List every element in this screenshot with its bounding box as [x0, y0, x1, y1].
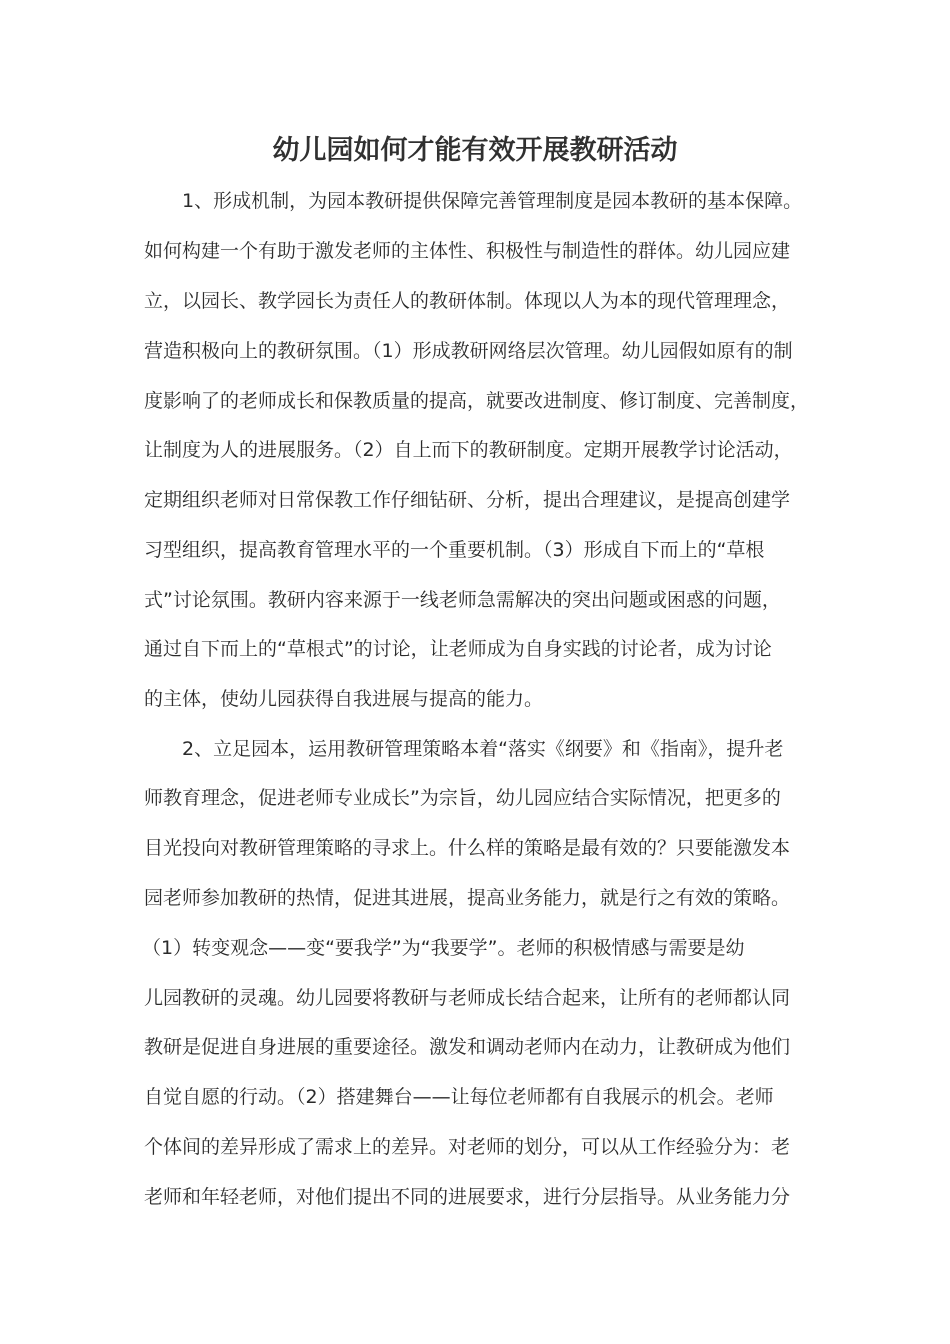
body-line: 园老师参加教研的热情，促进其进展，提高业务能力，就是行之有效的策略。 — [144, 887, 791, 909]
body-line: 的主体，使幼儿园获得自我进展与提高的能力。 — [144, 688, 544, 710]
body-line: 式”讨论氛围。教研内容来源于一线老师急需解决的突出问题或困惑的问题， — [144, 589, 781, 611]
body-line: 老师和年轻老师，对他们提出不同的进展要求，进行分层指导。从业务能力分 — [144, 1186, 791, 1208]
body-line: 立，以园长、教学园长为责任人的教研体制。体现以人为本的现代管理理念， — [144, 290, 791, 312]
body-line: （1）转变观念——变“要我学”为“我要学”。老师的积极情感与需要是幼 — [142, 937, 745, 959]
body-line: 通过自下而上的“草根式”的讨论，让老师成为自身实践的讨论者，成为讨论 — [144, 638, 772, 660]
body-line: 定期组织老师对日常保教工作仔细钻研、分析，提出合理建议，是提高创建学 — [144, 489, 791, 511]
body-line: 营造积极向上的教研氛围。（1）形成教研网络层次管理。幼儿园假如原有的制 — [144, 340, 793, 362]
body-line: 目光投向对教研管理策略的寻求上。什么样的策略是最有效的？只要能激发本 — [144, 837, 791, 859]
body-line: 习型组织，提高教育管理水平的一个重要机制。（3）形成自下而上的“草根 — [144, 539, 765, 561]
body-line: 让制度为人的进展服务。（2）自上而下的教研制度。定期开展教学讨论活动， — [144, 439, 793, 461]
body-line: 度影响了的老师成长和保教质量的提高，就要改进制度、修订制度、完善制度， — [144, 390, 810, 412]
body-line: 师教育理念，促进老师专业成长”为宗旨，幼儿园应结合实际情况，把更多的 — [144, 787, 781, 809]
body-line: 教研是促进自身进展的重要途径。激发和调动老师内在动力，让教研成为他们 — [144, 1036, 791, 1058]
document-title: 幼儿园如何才能有效开展教研活动 — [272, 135, 678, 166]
body-line: 个体间的差异形成了需求上的差异。对老师的划分，可以从工作经验分为：老 — [144, 1136, 791, 1158]
body-line: 自觉自愿的行动。（2）搭建舞台——让每位老师都有自我展示的机会。老师 — [144, 1086, 774, 1108]
body-line: 1、形成机制，为园本教研提供保障完善管理制度是园本教研的基本保障。 — [144, 190, 803, 212]
body-line: 2、立足园本，运用教研管理策略本着“落实《纲要》和《指南》，提升老 — [144, 738, 784, 760]
body-line: 如何构建一个有助于激发老师的主体性、积极性与制造性的群体。幼儿园应建 — [144, 240, 791, 262]
body-line: 儿园教研的灵魂。幼儿园要将教研与老师成长结合起来，让所有的老师都认同 — [144, 987, 791, 1009]
